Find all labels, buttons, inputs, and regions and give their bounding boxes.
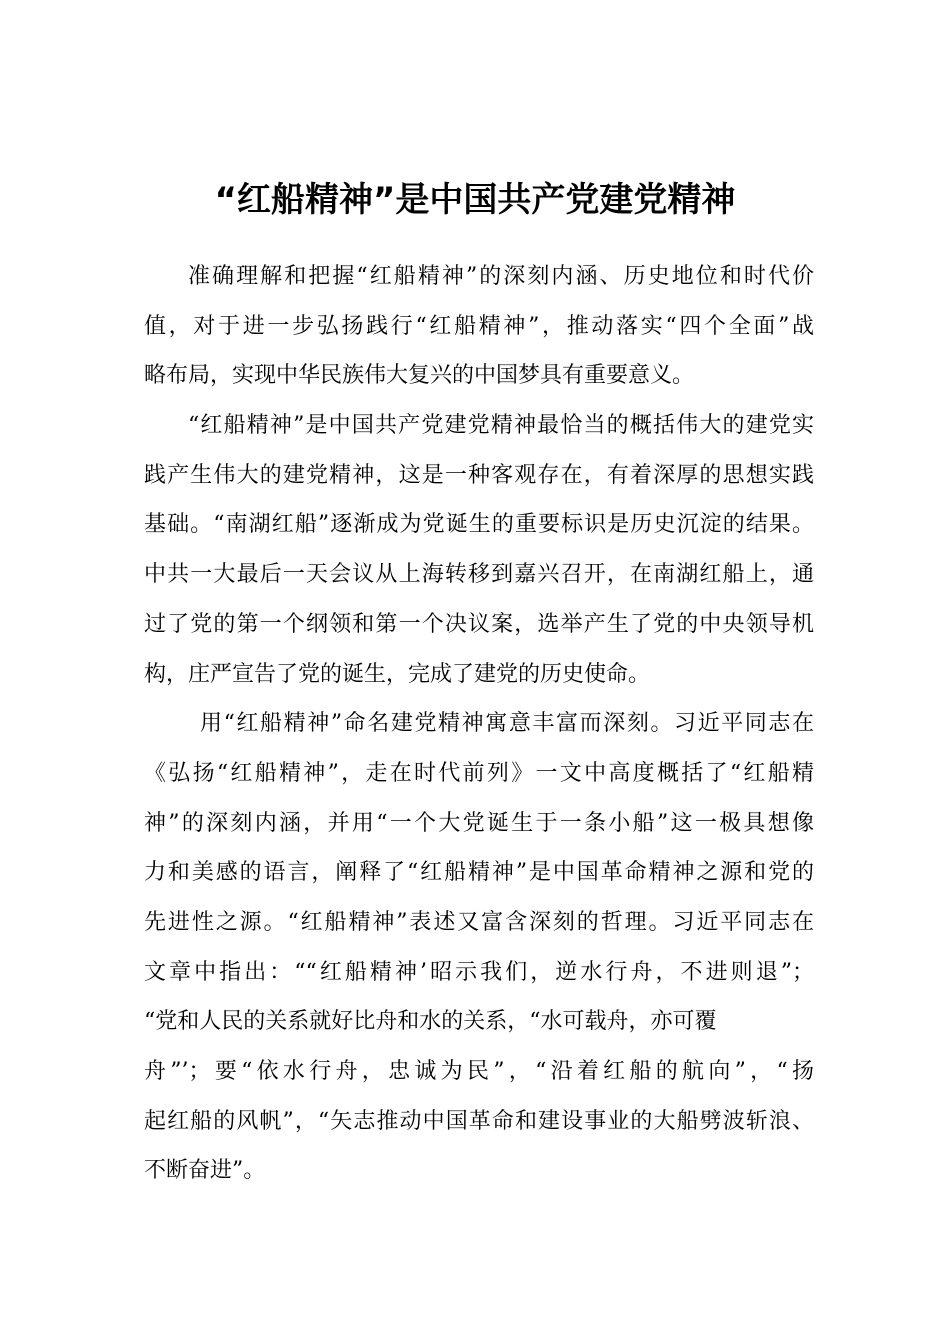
paragraph-3-line-4: 力和美感的语言，阐释了“红船精神”是中国革命精神之源和党的: [144, 860, 814, 886]
paragraph-2-line-2: 践产生伟大的建党精神，这是一种客观存在，有着深厚的思想实践: [144, 462, 814, 488]
paragraph-2-line-4: 中共一大最后一天会议从上海转移到嘉兴召开，在南湖红船上，通: [144, 562, 814, 588]
paragraph-1-line-2: 值，对于进一步弘扬践行“红船精神”，推动落实“四个全面”战: [144, 313, 814, 339]
paragraph-1-line-1: 准确理解和把握“红船精神”的深刻内涵、历史地位和时代价: [188, 264, 814, 289]
paragraph-2-line-3: 基础。“南湖红船”逐渐成为党诞生的重要标识是历史沉淀的结果。: [144, 512, 814, 538]
paragraph-1-line-3: 略布局，实现中华民族伟大复兴的中国梦具有重要意义。: [144, 363, 695, 389]
paragraph-3-line-8: 舟”’；要“依水行舟，忠诚为民”，“沿着红船的航向”，“扬: [144, 1059, 814, 1084]
paragraph-3-line-9: 起红船的风帆”，“矢志推动中国革命和建设事业的大船劈波斩浪、: [144, 1108, 814, 1134]
paragraph-2-line-6: 构，庄严宣告了党的诞生，完成了建党的历史使命。: [144, 661, 651, 687]
paragraph-3-line-2: 《弘扬“红船精神”，走在时代前列》一文中高度概括了“红船精: [144, 760, 814, 786]
paragraph-3-line-3: 神”的深刻内涵，并用“一个大党诞生于一条小船”这一极具想像: [144, 810, 814, 836]
paragraph-2-line-5: 过了党的第一个纲领和第一个决议案，选举产生了党的中央领导机: [144, 611, 814, 637]
paragraph-3-line-10: 不断奋进”。: [144, 1158, 266, 1184]
document-body: [144, 252, 814, 1196]
paragraph-3-line-1: 用“红船精神”命名建党精神寓意丰富而深刻。习近平同志在: [200, 711, 814, 737]
paragraph-3-line-7: “党和人民的关系就好比舟和水的关系，“水可载舟，亦可覆: [144, 1009, 717, 1035]
document-title: “红船精神”是中国共产党建党精神: [214, 180, 736, 220]
paragraph-3-line-6: 文章中指出：““红船精神’昭示我们，逆水行舟，不进则退”；: [144, 959, 814, 985]
paragraph-2-line-1: “红船精神”是中国共产党建党精神最恰当的概括伟大的建党实: [188, 413, 814, 439]
paragraph-3-line-5: 先进性之源。“红船精神”表述又富含深刻的哲理。习近平同志在: [144, 909, 814, 935]
